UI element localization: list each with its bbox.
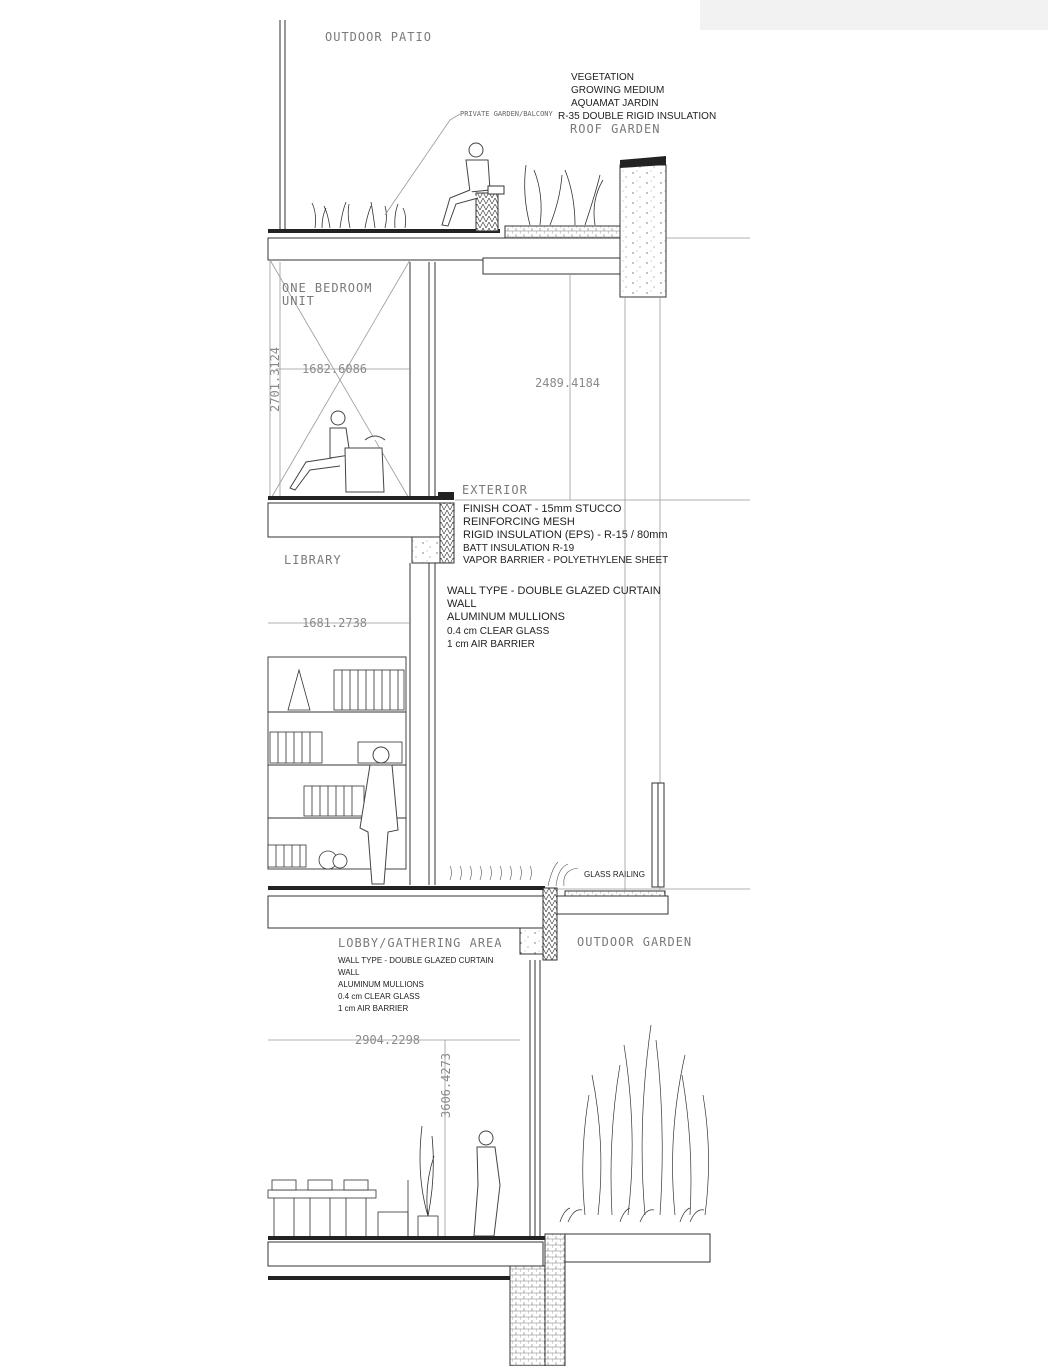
library-label: LIBRARY [284, 553, 342, 567]
roof-note: VEGETATION [571, 72, 634, 83]
curtain-wall-note: 1 cm AIR BARRIER [447, 639, 535, 650]
wall-note: RIGID INSULATION (EPS) - R-15 / 80mm [463, 529, 668, 541]
wall-note: BATT INSULATION R-19 [463, 543, 575, 554]
wall-note: FINISH COAT - 15mm STUCCO [463, 503, 622, 515]
lobby-wall-note: 0.4 cm CLEAR GLASS [338, 992, 420, 1001]
lobby-wall-notes [338, 956, 494, 1013]
lobby-wall-note: WALL [338, 968, 360, 977]
unit-label: UNIT [282, 294, 315, 308]
dimension-label: 2489.4184 [535, 376, 601, 390]
dimension-label: 2701.3124 [268, 346, 282, 412]
curtain-wall-note: WALL [447, 598, 477, 610]
dimension-label: 3606.4273 [439, 1052, 453, 1118]
one-bedroom-label: ONE BEDROOM [282, 281, 373, 295]
roof-notes [558, 72, 716, 136]
curtain-wall-note: WALL TYPE - DOUBLE GLAZED CURTAIN [447, 585, 661, 597]
dimension-label: 1682.6086 [302, 362, 368, 376]
lobby-wall-note: WALL TYPE - DOUBLE GLAZED CURTAIN [338, 956, 494, 965]
roof-note: AQUAMAT JARDIN [571, 98, 659, 109]
lobby-wall-note: 1 cm AIR BARRIER [338, 1004, 409, 1013]
roof-level [268, 20, 750, 297]
roof-note: R-35 DOUBLE RIGID INSULATION [558, 111, 717, 122]
glass-railing-label: GLASS RAILING [584, 870, 645, 879]
exterior-label: EXTERIOR [462, 483, 528, 497]
lobby-wall-note: ALUMINUM MULLIONS [338, 980, 424, 989]
curtain-wall-notes [447, 585, 661, 650]
lobby-level [268, 960, 710, 1366]
wall-note: REINFORCING MESH [463, 516, 575, 528]
curtain-wall-note: 0.4 cm CLEAR GLASS [447, 626, 550, 637]
lobby-label: LOBBY/GATHERING AREA [338, 936, 503, 950]
wall-note: VAPOR BARRIER - POLYETHYLENE SHEET [463, 555, 669, 566]
dimension-label: 1681.2738 [302, 616, 368, 630]
outdoor-patio-label: OUTDOOR PATIO [325, 30, 432, 44]
private-garden-label: PRIVATE GARDEN/BALCONY [460, 110, 553, 118]
roof-garden-label: ROOF GARDEN [570, 122, 661, 136]
dimension-label: 2904.2298 [355, 1033, 421, 1047]
wall-notes [463, 503, 668, 566]
curtain-wall-note: ALUMINUM MULLIONS [447, 611, 565, 623]
roof-note: GROWING MEDIUM [571, 85, 665, 96]
outdoor-garden-label: OUTDOOR GARDEN [577, 935, 693, 949]
